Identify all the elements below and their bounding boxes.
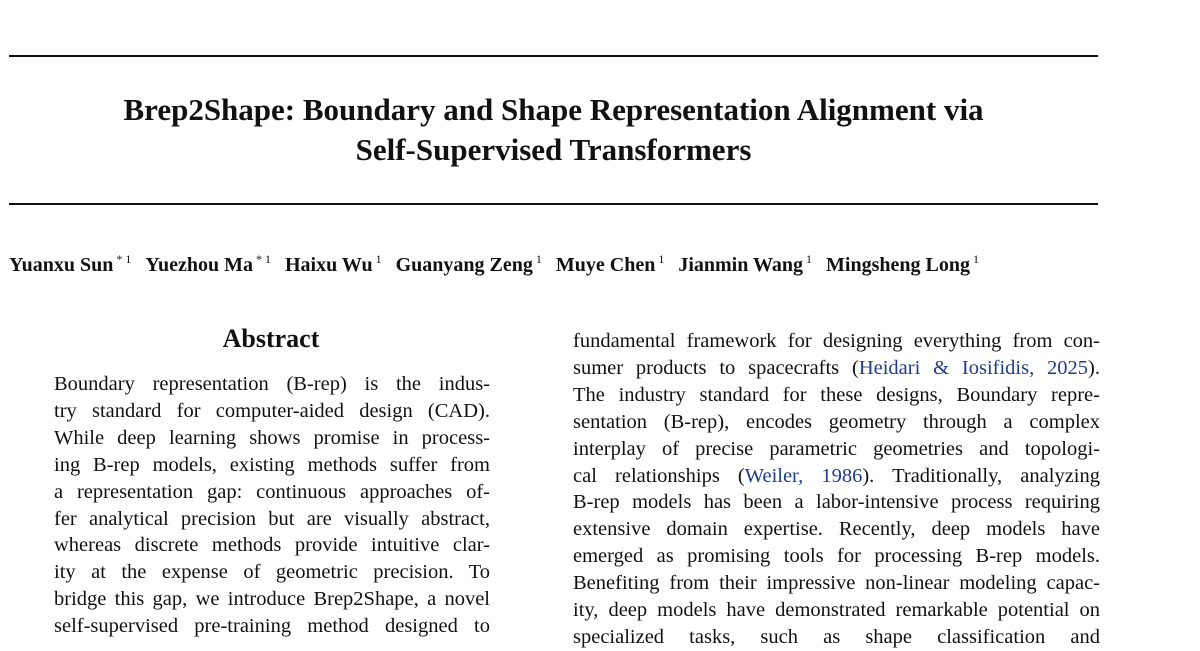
body-line: specialized tasks, such as shape classification and: [573, 625, 1100, 648]
affiliation-mark: * 1: [255, 252, 271, 266]
author-name: Guanyang Zeng: [395, 254, 533, 276]
author-name: Haixu Wu: [284, 254, 373, 276]
title-line-2: Self-Supervised Transformers: [355, 132, 752, 167]
title-line-1: Brep2Shape: Boundary and Shape Representation Alignment via: [123, 92, 984, 127]
affiliation-mark: 1: [535, 252, 542, 266]
abstract-line: ing B-rep models, existing methods suffer from: [54, 453, 490, 476]
body-text: ).: [1088, 356, 1100, 379]
citation-link[interactable]: Weiler, 1986: [744, 464, 863, 487]
author: [9, 252, 131, 277]
abstract-line: self-supervised pre-training method designed to: [54, 615, 490, 638]
abstract-line: try standard for computer-aided design (CAD).: [54, 399, 490, 422]
paper-title: [9, 90, 1098, 170]
author: [678, 252, 812, 277]
body-line: extensive domain expertise. Recently, deep models have: [573, 518, 1100, 541]
affiliation-mark: 1: [375, 252, 382, 266]
affiliation-mark: 1: [972, 252, 979, 266]
author: [826, 252, 979, 277]
body-line: fundamental framework for designing everything from con-: [573, 330, 1100, 352]
body-line-with-citation: [573, 355, 1100, 382]
body-text: ). Traditionally, analyzing: [862, 464, 1100, 487]
author-list: [9, 252, 1109, 277]
citation-link[interactable]: Heidari & Iosifidis, 2025: [858, 356, 1089, 379]
body-line: emerged as promising tools for processing B-rep models.: [573, 545, 1100, 568]
body-text: sumer products to spacecrafts (: [573, 356, 859, 379]
body-line: Benefiting from their impressive non-linear modeling capac-: [573, 572, 1100, 595]
author-name: Muye Chen: [555, 254, 656, 276]
affiliation-mark: * 1: [116, 252, 132, 266]
author: [556, 252, 664, 277]
abstract-text: [54, 371, 490, 640]
abstract-line: While deep learning shows promise in process-: [54, 426, 490, 449]
intro-text: [573, 328, 1100, 651]
affiliation-mark: 1: [806, 252, 813, 266]
body-line-with-citation: [573, 463, 1100, 490]
body-line: ity, deep models have demonstrated remarkable potential on: [573, 599, 1100, 622]
author-name: Yuezhou Ma: [145, 254, 253, 276]
author: [285, 252, 382, 277]
body-line: interplay of precise parametric geometries and topologi-: [573, 437, 1100, 460]
author: [145, 252, 271, 277]
body-line: sentation (B-rep), encodes geometry through a complex: [573, 410, 1100, 433]
abstract-line: bridge this gap, we introduce Brep2Shape, a novel: [54, 588, 490, 611]
author-name: Yuanxu Sun: [9, 254, 114, 276]
affiliation-mark: 1: [658, 252, 665, 266]
abstract-line: whereas discrete methods provide intuitive clar-: [54, 534, 490, 557]
title-top-rule: [9, 55, 1098, 57]
abstract-line: a representation gap: continuous approaches of-: [54, 480, 490, 503]
body-line: The industry standard for these designs, Boundary repre-: [573, 383, 1100, 406]
abstract-line: Boundary representation (B-rep) is the indus-: [54, 373, 490, 395]
author: [396, 252, 542, 277]
title-bottom-rule: [9, 203, 1098, 205]
author-name: Mingsheng Long: [826, 254, 970, 276]
abstract-line: fer analytical precision but are visually abstract,: [54, 507, 490, 530]
body-line: B-rep models has been a labor-intensive process requiring: [573, 491, 1100, 514]
abstract-heading: Abstract: [222, 324, 320, 353]
body-text: cal relationships (: [573, 464, 745, 487]
abstract-line: ity at the expense of geometric precision. To: [54, 561, 490, 584]
author-name: Jianmin Wang: [678, 254, 804, 276]
